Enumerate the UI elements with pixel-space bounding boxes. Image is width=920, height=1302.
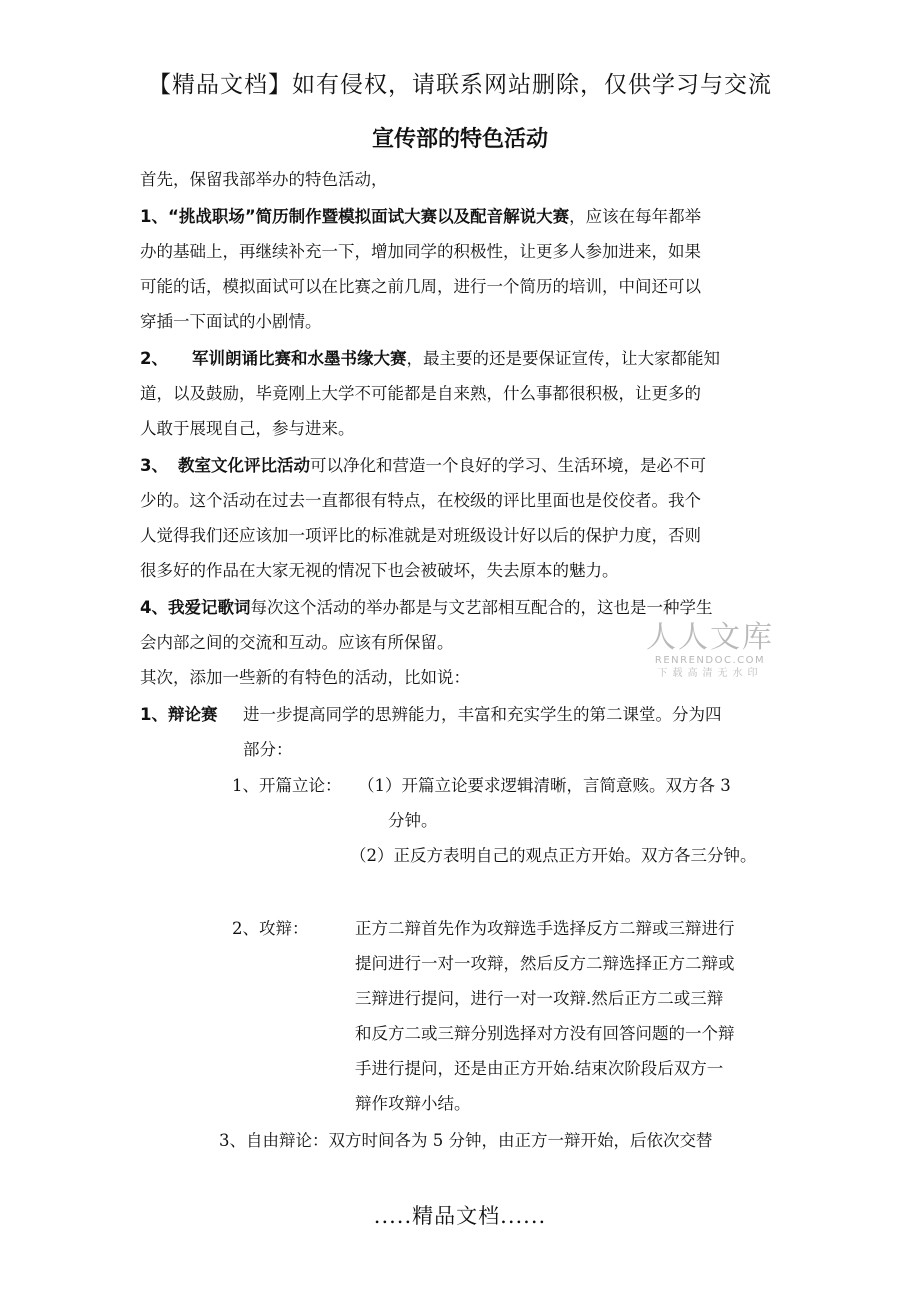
debate-heading: 1、辩论赛	[140, 705, 218, 724]
item3-line3: 人觉得我们还应该加一项评比的标准就是对班级设计好以后的保护力度，否则	[140, 526, 701, 545]
item2-line2: 道，以及鼓励，毕竟刚上大学不可能都是自来熟，什么事都很积极，让更多的	[140, 384, 701, 403]
debate-section2-label: 2、攻辩：	[232, 919, 309, 938]
watermark-brand: 人人文库	[646, 620, 774, 655]
debate-section2-line1: 正方二辩首先作为攻辩选手选择反方二辩或三辩进行	[355, 919, 735, 938]
item1-line2: 办的基础上，再继续补充一下，增加同学的积极性，让更多人参加进来，如果	[140, 242, 701, 261]
item4-text: 每次这个活动的举办都是与文艺部相互配合的，这也是一种学生	[250, 598, 713, 617]
page-header-notice: 【精品文档】如有侵权，请联系网站删除，仅供学习与交流	[148, 72, 772, 98]
debate-section1-point1: （1）开篇立论要求逻辑清晰，言简意赅。双方各 3	[358, 776, 731, 795]
debate-section2-line4: 和反方二或三辩分别选择对方没有回答问题的一个辩	[355, 1024, 735, 1043]
item3-line2: 少的。这个活动在过去一直都很有特点，在校级的评比里面也是佼佼者。我个	[140, 491, 701, 510]
watermark-logo	[640, 622, 780, 680]
page-footer: .....精品文档......	[373, 1204, 547, 1228]
debate-section2-line5: 手进行提问，还是由正方开始.结束次阶段后双方一	[355, 1059, 724, 1078]
item3-number: 3、	[140, 456, 168, 475]
document-title: 宣传部的特色活动	[371, 127, 548, 152]
item1-heading: 1、“挑战职场”简历制作暨模拟面试大赛以及配音解说大赛	[140, 207, 570, 226]
item2-heading: 军训朗诵比赛和水墨书缘大赛	[191, 349, 407, 368]
watermark-url: RENRENDOC.COM	[654, 655, 766, 666]
debate-section2-line6: 辩作攻辩小结。	[355, 1094, 471, 1113]
debate-section1-label: 1、开篇立论：	[232, 776, 342, 795]
item3-line1	[140, 456, 706, 476]
item4-line1	[140, 598, 712, 618]
second-intro-line: 其次，添加一些新的有特色的活动，比如说：	[140, 668, 470, 687]
item1-line4: 穿插一下面试的小剧情。	[140, 312, 322, 331]
watermark-subtitle: 下载高清无水印	[657, 668, 763, 679]
item3-text: 可以净化和营造一个良好的学习、生活环境，是必不可	[309, 456, 706, 475]
item1-line3: 可能的话，模拟面试可以在比赛之前几周，进行一个简历的培训，中间还可以	[140, 277, 701, 296]
item2-line3: 人敢于展现自己，参与进来。	[140, 419, 355, 438]
item4-heading: 4、我爱记歌词	[140, 598, 251, 617]
item2-text: ，最主要的还是要保证宣传，让大家都能知	[406, 349, 720, 368]
item2-number: 2、	[140, 349, 168, 368]
item1-line1	[140, 207, 701, 227]
debate-text-line2: 部分：	[243, 740, 293, 759]
debate-section2-line2: 提问进行一对一攻辩，然后反方二辩选择正方二辩或	[355, 954, 735, 973]
item4-line2: 会内部之间的交流和互动。应该有所保留。	[140, 633, 454, 652]
debate-text-line1: 进一步提高同学的思辨能力，丰富和充实学生的第二课堂。分为四	[243, 705, 722, 724]
debate-section1-point2: （2）正反方表明自己的观点正方开始。双方各三分钟。	[350, 846, 757, 865]
debate-label	[140, 705, 217, 725]
debate-section3-line: 3、自由辩论：双方时间各为 5 分钟，由正方一辩开始，后依次交替	[219, 1131, 713, 1150]
debate-section2-line3: 三辩进行提问，进行一对一攻辩.然后正方二或三辩	[355, 989, 724, 1008]
debate-section1-point1-cont: 分钟。	[388, 811, 438, 830]
intro-line: 首先，保留我部举办的特色活动，	[140, 170, 388, 189]
item1-text: ，应该在每年都举	[569, 207, 702, 226]
item3-line4: 很多好的作品在大家无视的情况下也会被破坏，失去原本的魅力。	[140, 561, 619, 580]
item2-line1	[140, 349, 720, 369]
item3-heading: 教室文化评比活动	[177, 456, 310, 475]
